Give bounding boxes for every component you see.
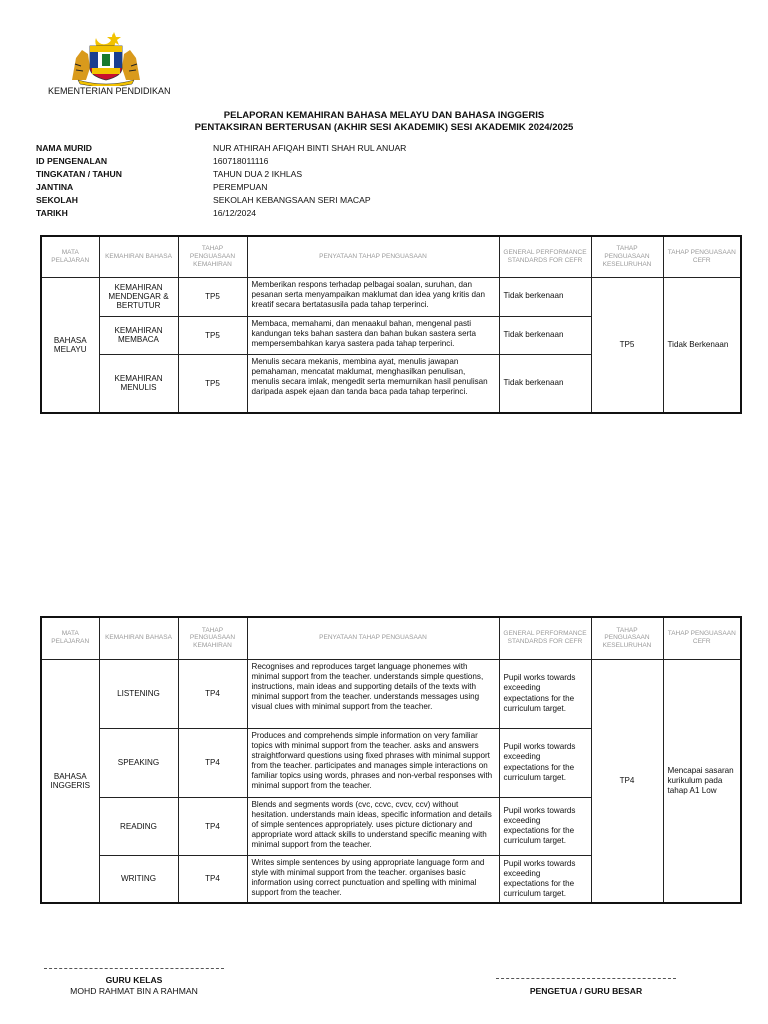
header-skill: KEMAHIRAN BAHASA [99, 617, 178, 659]
skill-cell: KEMAHIRAN MENDENGAR & BERTUTUR [99, 277, 178, 316]
skill-cell: LISTENING [99, 659, 178, 728]
statement-cell: Writes simple sentences by using appropriate language form and style with minimal support from the teacher. organises basic information using correct punctuation and spelling with minimal support from the teacher. [247, 855, 499, 903]
skill-cell: READING [99, 797, 178, 855]
teacher-name: MOHD RAHMAT BIN A RAHMAN [70, 986, 198, 996]
skill-cell: SPEAKING [99, 728, 178, 797]
overall-cell: TP5 [591, 277, 663, 413]
student-name: NUR ATHIRAH AFIQAH BINTI SHAH RUL ANUAR [213, 143, 407, 153]
student-class: TAHUN DUA 2 IKHLAS [213, 169, 303, 179]
info-label: JANTINA [36, 182, 74, 192]
gps-cell: Pupil works towards exceeding expectations for the curriculum target. [499, 728, 591, 797]
teacher-signature-line [44, 968, 224, 969]
info-label: ID PENGENALAN [36, 156, 108, 166]
bahasa-inggeris-table [40, 616, 742, 904]
header-skill-level: TAHAP PENGUASAAN KEMAHIRAN [178, 617, 247, 659]
principal-role: PENGETUA / GURU BESAR [529, 986, 643, 996]
header-overall: TAHAP PENGUASAAN KESELURUHAN [591, 236, 663, 277]
header-skill: KEMAHIRAN BAHASA [99, 236, 178, 277]
statement-cell: Memberikan respons terhadap pelbagai soalan, suruhan, dan pesanan serta menyampaikan maklumat dan idea yang kritis dan kreatif secara bertatasusila pada tahap terperinci. [247, 277, 499, 316]
teacher-role: GURU KELAS [105, 975, 163, 985]
table-row [41, 659, 741, 728]
cefr-cell: Mencapai sasaran kurikulum pada tahap A1 Low [663, 659, 741, 903]
gps-cell: Tidak berkenaan [499, 354, 591, 413]
student-gender: PEREMPUAN [213, 182, 268, 192]
subject-cell: BAHASA INGGERIS [41, 659, 99, 903]
tp-cell: TP4 [178, 728, 247, 797]
report-subtitle: PENTAKSIRAN BERTERUSAN (AKHIR SESI AKADEMIK) SESI AKADEMIK 2024/2025 [194, 122, 574, 133]
gps-cell: Tidak berkenaan [499, 277, 591, 316]
header-subject: MATA PELAJARAN [41, 236, 99, 277]
info-label: SEKOLAH [36, 195, 79, 205]
header-overall: TAHAP PENGUASAAN KESELURUHAN [591, 617, 663, 659]
skill-cell: KEMAHIRAN MEMBACA [99, 316, 178, 354]
subject-cell: BAHASA MELAYU [41, 277, 99, 413]
statement-cell: Menulis secara mekanis, membina ayat, menulis jawapan pemahaman, mencatat maklumat, menghasilkan penulisan, menulis secara imlak, mengedit serta memurnikan hasil penulisan daripada aspek ejaan dan tanda baca pada tahap terperinci. [247, 354, 499, 413]
info-label: NAMA MURID [36, 143, 93, 153]
info-label: TARIKH [36, 208, 68, 218]
statement-cell: Produces and comprehends simple information on very familiar topics with minimal support from the teacher. asks and answers straightforward questions using fixed phrases with minimal support from the teacher. participates and manages simple interactions on familiar topics using words, phrases and non-verbal responses with minimal support from the teacher. [247, 728, 499, 797]
tp-cell: TP4 [178, 659, 247, 728]
info-label: TINGKATAN / TAHUN [36, 169, 122, 179]
statement-cell: Membaca, memahami, dan menaakul bahan, mengenal pasti kandungan teks bahan sastera dan bahan bukan sastera serta mempersembahkan karya sastera pada tahap terperinci. [247, 316, 499, 354]
gps-cell: Pupil works towards exceeding expectations for the curriculum target. [499, 659, 591, 728]
report-title: PELAPORAN KEMAHIRAN BAHASA MELAYU DAN BAHASA INGGERIS [223, 110, 545, 121]
tp-cell: TP5 [178, 316, 247, 354]
principal-signature-line [496, 978, 676, 979]
bahasa-melayu-table [40, 235, 742, 414]
tp-cell: TP4 [178, 855, 247, 903]
statement-cell: Recognises and reproduces target language phonemes with minimal support from the teacher. understands simple questions, instructions, main ideas and supporting details of the texts with minimal support from the teacher. understands messages using visual clues with minimal support from the teacher. [247, 659, 499, 728]
header-cefr: TAHAP PENGUASAAN CEFR [663, 617, 741, 659]
overall-cell: TP4 [591, 659, 663, 903]
statement-cell: Blends and segments words (cvc, ccvc, cvcv, ccv) without hesitation. understands main ideas, specific information and details of simple sentences appropriately. uses picture dictionary and appropriate word attack skills to understand specific meaning with minimal support from the teacher. [247, 797, 499, 855]
header-subject: MATA PELAJARAN [41, 617, 99, 659]
header-statement: PENYATAAN TAHAP PENGUASAAN [247, 617, 499, 659]
student-school: SEKOLAH KEBANGSAAN SERI MACAP [213, 195, 371, 205]
table-row [41, 277, 741, 316]
header-gps: GENERAL PERFORMANCE STANDARDS FOR CEFR [499, 617, 591, 659]
tp-cell: TP5 [178, 354, 247, 413]
header-gps: GENERAL PERFORMANCE STANDARDS FOR CEFR [499, 236, 591, 277]
tp-cell: TP5 [178, 277, 247, 316]
student-id: 160718011116 [213, 156, 269, 166]
gps-cell: Pupil works towards exceeding expectations for the curriculum target. [499, 797, 591, 855]
header-cefr: TAHAP PENGUASAAN CEFR [663, 236, 741, 277]
header-statement: PENYATAAN TAHAP PENGUASAAN [247, 236, 499, 277]
tp-cell: TP4 [178, 797, 247, 855]
gps-cell: Pupil works towards exceeding expectations for the curriculum target. [499, 855, 591, 903]
skill-cell: KEMAHIRAN MENULIS [99, 354, 178, 413]
ministry-name: KEMENTERIAN PENDIDIKAN [48, 86, 171, 96]
skill-cell: WRITING [99, 855, 178, 903]
report-date: 16/12/2024 [213, 208, 257, 218]
gps-cell: Tidak berkenaan [499, 316, 591, 354]
malaysia-coat-of-arms-logo [66, 28, 146, 86]
header-skill-level: TAHAP PENGUASAAN KEMAHIRAN [178, 236, 247, 277]
cefr-cell: Tidak Berkenaan [663, 277, 741, 413]
